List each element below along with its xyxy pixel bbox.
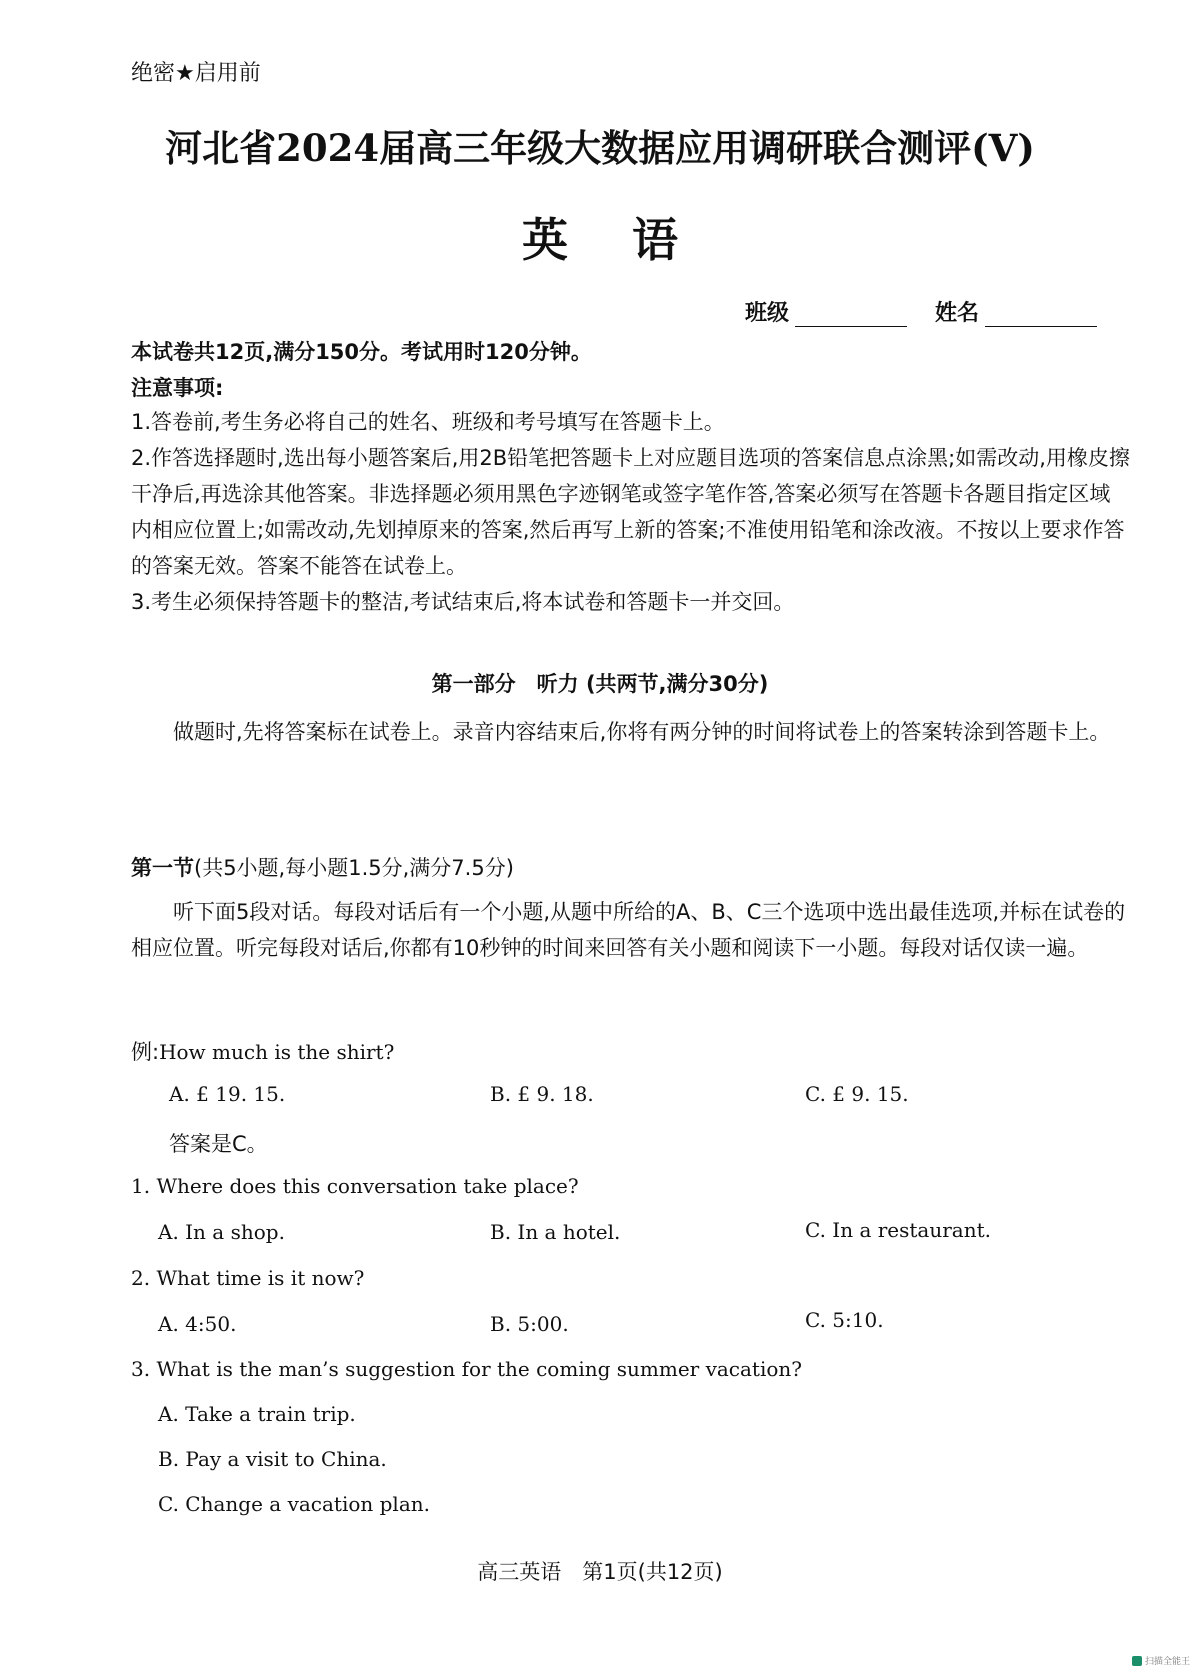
exam-intro: 本试卷共12页,满分150分。考试用时120分钟。 xyxy=(131,340,592,364)
question-1-option-c: C. In a restaurant. xyxy=(805,1218,991,1242)
question-1: 1. Where does this conversation take place? xyxy=(131,1174,579,1198)
question-2-option-c: C. 5:10. xyxy=(805,1308,884,1332)
name-label: 姓名 xyxy=(935,301,980,326)
question-1-option-a: A. In a shop. xyxy=(158,1220,285,1244)
example-option-a: A. £ 19. 15. xyxy=(169,1082,286,1106)
question-3-option-c: C. Change a vacation plan. xyxy=(158,1492,430,1516)
question-2-option-b: B. 5:00. xyxy=(490,1312,569,1336)
example-question-text: How much is the shirt? xyxy=(159,1040,395,1064)
notice-item-2: 2.作答选择题时,选出每小题答案后,用2B铅笔把答题卡上对应题目选项的答案信息点涂黑;如需改动,用橡皮擦干净后,再选涂其他答案。非选择题必须用黑色字迹钢笔或签字笔作答,答案必须写在答题卡各题目指定区域内相应位置上;如需改动,先划掉原来的答案,然后再写上新的答案;不准使用铅笔和涂改液。不按以上要求作答的答案无效。答案不能答在试卷上。 xyxy=(131,446,1130,578)
example-option-c: C. £ 9. 15. xyxy=(805,1082,909,1106)
part1-instruction: 做题时,先将答案标在试卷上。录音内容结束后,你将有两分钟的时间将试卷上的答案转涂到答题卡上。 xyxy=(173,720,1111,744)
part1-heading: 第一部分 听力 (共两节,满分30分) xyxy=(431,672,769,696)
example-answer: 答案是C。 xyxy=(169,1132,268,1156)
question-3: 3. What is the man’s suggestion for the coming summer vacation? xyxy=(131,1357,803,1381)
notice-item-1: 1.答卷前,考生务必将自己的姓名、班级和考号填写在答题卡上。 xyxy=(131,410,725,434)
example-label: 例: xyxy=(131,1040,160,1064)
class-field xyxy=(745,296,907,327)
page-footer: 高三英语 第1页(共12页) xyxy=(477,1560,723,1584)
subject-title: 英语 xyxy=(522,213,742,267)
section1-label: 第一节 xyxy=(131,856,194,880)
notice-item-3: 3.考生必须保持答题卡的整洁,考试结束后,将本试卷和答题卡一并交回。 xyxy=(131,590,795,614)
section1-heading xyxy=(131,852,514,882)
class-label: 班级 xyxy=(745,301,790,326)
question-2-option-a: A. 4:50. xyxy=(158,1312,237,1336)
notice-heading: 注意事项: xyxy=(131,376,224,400)
scanner-watermark xyxy=(1132,1654,1190,1667)
question-2: 2. What time is it now? xyxy=(131,1266,365,1290)
confidential-label: 绝密★启用前 xyxy=(131,61,261,86)
name-field xyxy=(935,296,1097,327)
exam-title: 河北省2024届高三年级大数据应用调研联合测评(Ⅴ) xyxy=(165,126,1035,170)
question-3-option-a: A. Take a train trip. xyxy=(158,1402,356,1426)
name-blank[interactable] xyxy=(985,304,1097,327)
scanner-logo-icon xyxy=(1132,1656,1142,1666)
example-question xyxy=(131,1036,394,1066)
scanner-watermark-text: 扫描全能王 xyxy=(1144,1657,1190,1667)
class-blank[interactable] xyxy=(795,304,907,327)
example-option-b: B. £ 9. 18. xyxy=(490,1082,594,1106)
question-1-option-b: B. In a hotel. xyxy=(490,1220,621,1244)
section1-instruction: 听下面5段对话。每段对话后有一个小题,从题中所给的A、B、C三个选项中选出最佳选项,并标在试卷的相应位置。听完每段对话后,你都有10秒钟的时间来回答有关小题和阅读下一小题。每段对话仅读一遍。 xyxy=(131,900,1126,960)
question-3-option-b: B. Pay a visit to China. xyxy=(158,1447,387,1471)
section1-scoring: (共5小题,每小题1.5分,满分7.5分) xyxy=(194,856,514,880)
